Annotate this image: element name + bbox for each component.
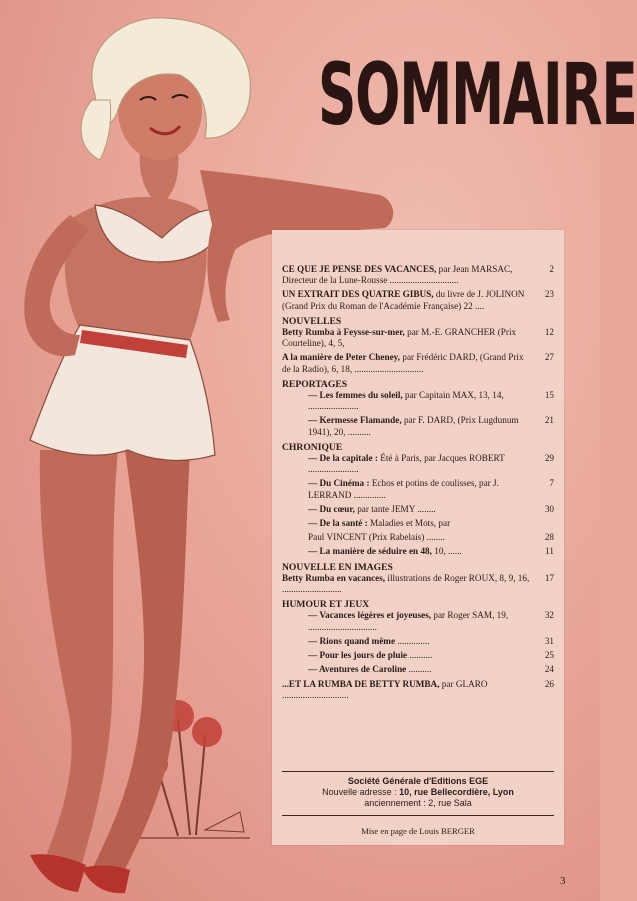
- toc-entry: [282, 478, 554, 500]
- toc-entry-title: ...ET LA RUMBA DE BETTY RUMBA,: [282, 678, 440, 689]
- toc-entry-detail: par Capitain MAX, 13, 14, ......................: [308, 390, 504, 412]
- toc-entry: [282, 610, 554, 632]
- toc-section-heading: HUMOUR ET JEUX: [282, 599, 370, 611]
- toc-entry-text: [282, 478, 536, 500]
- toc-entry-detail: par F. DARD, (Prix Lugdunum 1941), 20, ..........: [308, 415, 519, 437]
- toc-entry-detail: ..........: [406, 664, 432, 675]
- page-title: SOMMAIRE: [318, 45, 637, 145]
- toc-entry-title: — Les femmes du soleil,: [308, 390, 403, 401]
- toc-entry-title: — Aventures de Caroline: [308, 664, 407, 675]
- toc-entry-page: 7: [549, 478, 554, 489]
- toc-entry-title: — Pour les jours de pluie: [308, 650, 408, 661]
- page-number: 3: [560, 875, 566, 887]
- toc-entry-page: 11: [545, 546, 554, 557]
- toc-entry: [282, 504, 554, 515]
- toc-entry: [282, 289, 554, 311]
- toc-entry-text: [282, 679, 536, 701]
- toc-entry-title: — De la santé :: [308, 518, 368, 529]
- toc-entry-text: [282, 518, 536, 529]
- toc-entry-page: 17: [544, 572, 554, 583]
- toc-entry: [282, 264, 554, 286]
- divider: [282, 815, 554, 816]
- toc-list: [282, 264, 554, 704]
- toc-entry-title: — De la capitale :: [308, 453, 378, 464]
- toc-section-heading: REPORTAGES: [282, 378, 348, 390]
- table-of-contents-panel: [272, 230, 564, 845]
- toc-entry-page: 29: [544, 453, 554, 464]
- toc-entry-text: [282, 453, 536, 475]
- toc-entry-detail: par Roger SAM, 19, ..............................: [308, 610, 509, 632]
- toc-entry-text: [282, 636, 536, 647]
- toc-entry: [282, 327, 554, 349]
- toc-entry: [282, 573, 554, 595]
- toc-entry-detail: par tante JEMY ........: [354, 503, 436, 514]
- toc-entry-page: 21: [544, 415, 554, 426]
- toc-entry-page: 30: [544, 503, 554, 514]
- toc-entry-page: 28: [544, 532, 554, 543]
- toc-entry-title: — Vacances légères et joyeuses,: [308, 610, 432, 621]
- publisher-address: [282, 787, 554, 798]
- toc-entry-detail: Maladies et Mots, par: [367, 518, 451, 529]
- toc-entry-title: UN EXTRAIT DES QUATRE GIBUS,: [282, 289, 434, 300]
- toc-entry-text: [282, 664, 536, 675]
- toc-entry-title: A la manière de Peter Cheney,: [282, 352, 401, 363]
- toc-entry: [282, 453, 554, 475]
- toc-entry-page: 25: [544, 650, 554, 661]
- toc-entry-page: 26: [544, 678, 554, 689]
- toc-entry-text: [282, 289, 536, 311]
- toc-entry-page: [536, 518, 554, 529]
- publisher-block: [282, 765, 554, 836]
- toc-entry: [282, 415, 554, 437]
- toc-entry-title: — La manière de séduire en 48,: [308, 546, 432, 557]
- toc-entry-text: [282, 264, 536, 286]
- toc-entry: [282, 650, 554, 661]
- layout-credit: Mise en page de Louis BERGER: [361, 826, 475, 836]
- toc-entry-detail: par GLARO .............................: [282, 678, 488, 700]
- toc-entry-text: [282, 415, 536, 437]
- toc-entry-detail: ..........: [407, 650, 433, 661]
- address-value: 10, rue Bellecordière, Lyon: [399, 787, 514, 797]
- toc-entry-page: 31: [544, 635, 554, 646]
- toc-entry-page: 27: [544, 352, 554, 363]
- toc-entry-title: — Du cœur,: [308, 503, 355, 514]
- toc-entry: [282, 390, 554, 412]
- toc-entry-page: 32: [544, 610, 554, 621]
- toc-entry-detail: illustrations de Roger ROUX, 8, 9, 16, ..........................: [282, 572, 530, 595]
- toc-entry-text: [282, 327, 536, 349]
- toc-entry: [282, 352, 554, 374]
- toc-entry: [282, 664, 554, 675]
- toc-entry-detail: par M.-E. GRANCHER (Prix Courteline), 4, 5,: [282, 327, 517, 349]
- toc-entry: [282, 546, 554, 557]
- toc-entry-text: [282, 573, 536, 595]
- toc-section-heading: NOUVELLES: [282, 315, 342, 327]
- toc-entry-title: — Kermesse Flamande,: [308, 415, 402, 426]
- toc-section-heading: NOUVELLE EN IMAGES: [282, 561, 393, 573]
- toc-entry-detail: du livre de J. JOLINON (Grand Prix du Roman de l'Académie Française) 22 ....: [282, 289, 525, 311]
- toc-entry-detail: 10, ......: [431, 546, 462, 557]
- toc-entry-page: 23: [544, 289, 554, 300]
- divider: [282, 771, 554, 772]
- toc-entry-detail: Paul VINCENT (Prix Rabelais) ........: [308, 532, 445, 543]
- toc-entry-detail: ..............: [395, 635, 430, 646]
- toc-entry: [282, 679, 554, 701]
- toc-entry-detail: par Jean MARSAC, Directeur de la Lune-Rousse ..............................: [282, 264, 513, 286]
- publisher-former-address: anciennement : 2, rue Sala: [364, 798, 472, 808]
- toc-entry-title: Betty Rumba à Feysse-sur-mer,: [282, 327, 405, 338]
- toc-entry: [282, 518, 554, 529]
- toc-entry-text: [282, 532, 536, 543]
- toc-entry-detail: Echos et potins de coulisses, par J. LERRAND ..............: [308, 478, 499, 500]
- toc-entry-page: 24: [544, 664, 554, 675]
- address-prefix: Nouvelle adresse :: [322, 787, 397, 797]
- toc-entry-text: [282, 650, 536, 661]
- toc-entry-detail: Été à Paris, par Jacques ROBERT ......................: [308, 453, 505, 475]
- toc-entry-title: — Du Cinéma :: [308, 478, 370, 489]
- publisher-name: Société Générale d'Editions EGE: [347, 776, 489, 786]
- toc-entry: [282, 532, 554, 543]
- toc-entry-text: [282, 352, 536, 374]
- toc-entry-text: [282, 610, 536, 632]
- toc-entry: [282, 636, 554, 647]
- toc-entry-text: [282, 390, 536, 412]
- toc-entry-page: 15: [544, 390, 554, 401]
- toc-entry-title: — Rions quand même: [308, 635, 396, 646]
- toc-entry-page: 12: [544, 327, 554, 338]
- toc-entry-text: [282, 504, 536, 515]
- toc-section-heading: CHRONIQUE: [282, 441, 343, 453]
- toc-entry-title: Betty Rumba en vacances,: [282, 572, 386, 583]
- toc-entry-title: CE QUE JE PENSE DES VACANCES,: [282, 264, 437, 274]
- toc-entry-page: 2: [549, 264, 554, 274]
- toc-entry-detail: par Frédéric DARD, (Grand Prix de la Radio), 6, 18, ..............................: [282, 352, 524, 374]
- toc-entry-text: [282, 546, 536, 557]
